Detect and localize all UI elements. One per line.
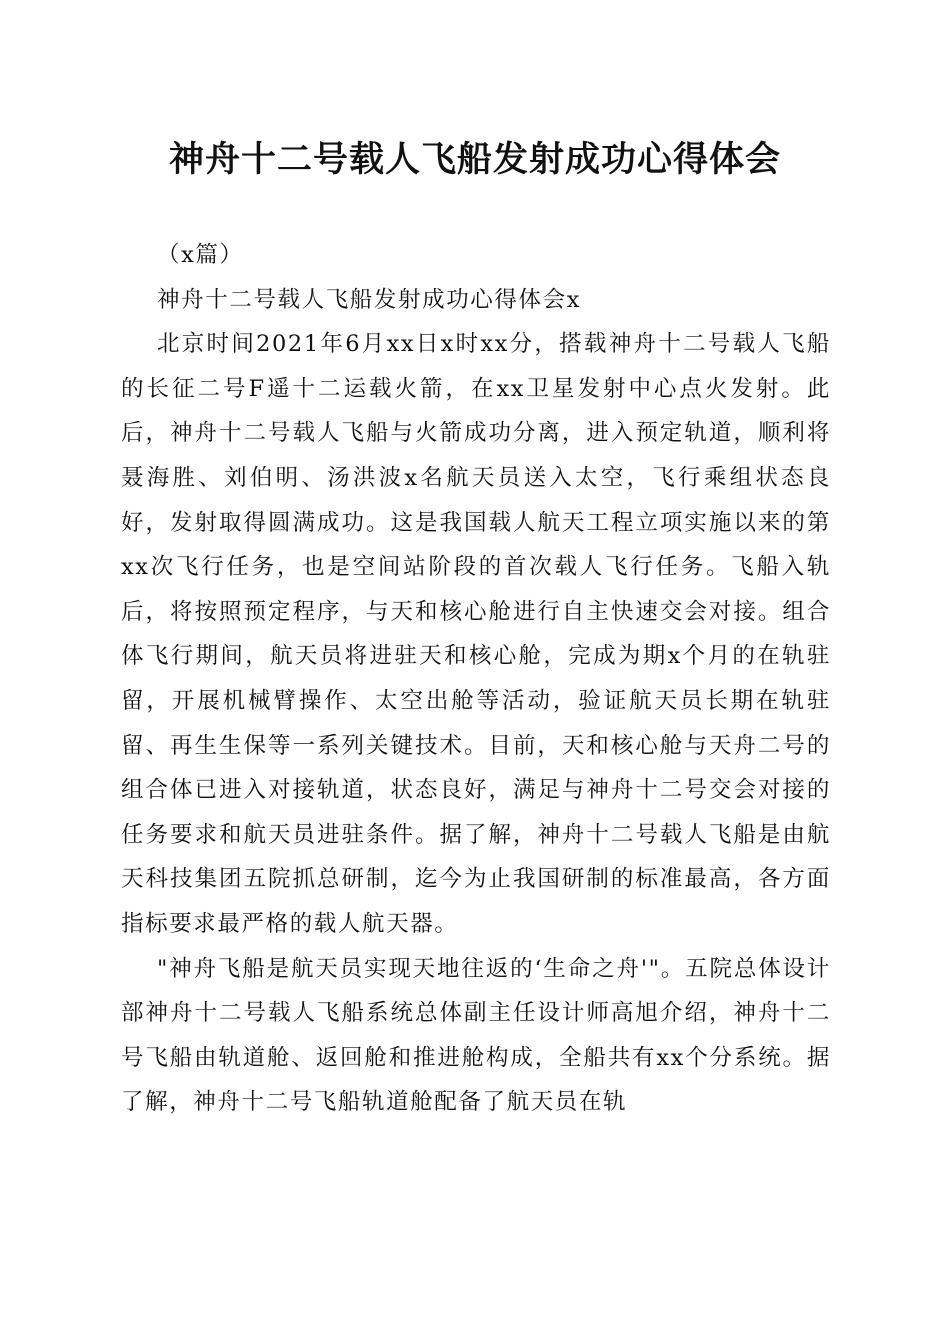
paragraph-count-note: （x篇）: [157, 242, 244, 268]
paragraph-launch-report: 北京时间2021年6月xx日x时xx分，搭载神舟十二号载人飞船的长征二号F遥十二运载火箭，在xx卫星发射中心点火发射。此后，神舟十二号载人飞船与火箭成功分离，进入预定轨道，顺利将聂海胜、刘伯明、汤洪波x名航天员送入太空，飞行乘组状态良好，发射取得圆满成功。这是我国载人航天工程立项实施以来的第xx次飞行任务，也是空间站阶段的首次载人飞行任务。飞船入轨后，将按照预定程序，与天和核心舱进行自主快速交会对接。组合体飞行期间，航天员将进驻天和核心舱，完成为期x个月的在轨驻留，开展机械臂操作、太空出舱等活动，验证航天员长期在轨驻留、再生生保等一系列关键技术。目前，天和核心舱与天舟二号的组合体已进入对接轨道，状态良好，满足与神舟十二号交会对接的任务要求和航天员进驻条件。据了解，神舟十二号载人飞船是由航天科技集团五院抓总研制，迄今为止我国研制的标准最高，各方面指标要求最严格的载人航天器。: [121, 331, 831, 937]
paragraph-subtitle: 神舟十二号载人飞船发射成功心得体会x: [157, 286, 581, 313]
document-body: [121, 233, 831, 1125]
document-title: 神舟十二号载人飞船发射成功心得体会: [168, 139, 781, 180]
paragraph-spacecraft-intro: "神舟飞船是航天员实现天地往返的‘生命之舟'"。五院总体设计部神舟十二号载人飞船系统总体副主任设计师高旭介绍，神舟十二号飞船由轨道舱、返回舱和推进舱构成，全船共有xx个分系统。据了解，神舟十二号飞船轨道舱配备了航天员在轨: [121, 955, 831, 1116]
